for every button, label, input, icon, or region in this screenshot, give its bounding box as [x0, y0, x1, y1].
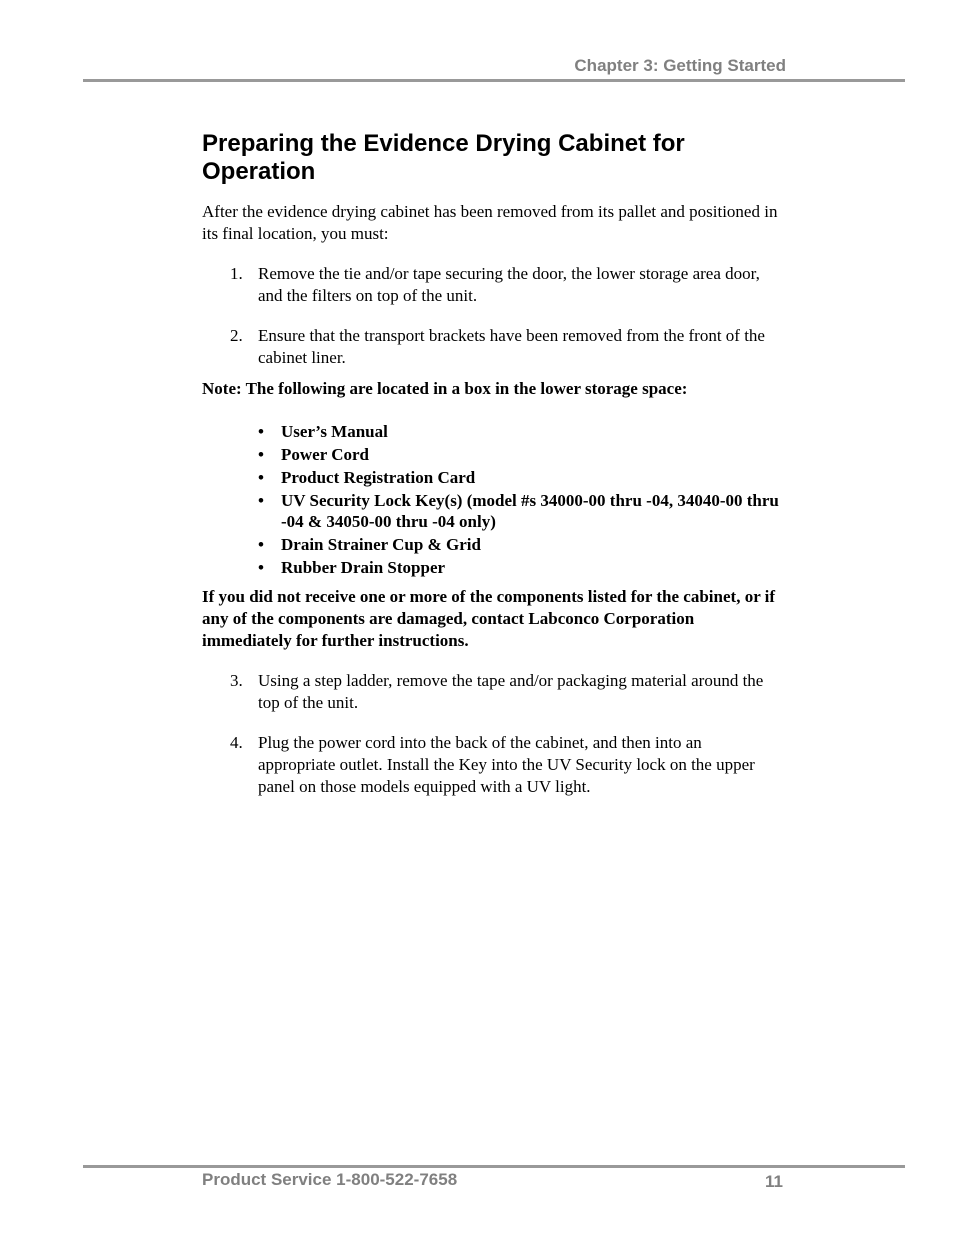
box-contents-list	[202, 421, 782, 578]
list-item-text: Power Cord	[281, 445, 369, 464]
page-number: 11	[765, 1172, 783, 1191]
list-item-text: Product Registration Card	[281, 468, 476, 487]
list-item	[202, 557, 782, 578]
list-item-text: UV Security Lock Key(s) (model #s 34000-00 thru -04, 34040-00 thru -04 & 34050-00 thru -04 only)	[281, 491, 779, 531]
steps-list-part-2	[202, 670, 782, 798]
step-item	[202, 670, 782, 714]
bullet-icon: •	[258, 422, 264, 441]
step-text: Ensure that the transport brackets have been removed from the front of the cabinet liner.	[258, 326, 765, 367]
bullet-icon: •	[258, 468, 264, 487]
bullet-icon: •	[258, 491, 264, 510]
list-item	[202, 534, 782, 555]
step-number: 1.	[230, 264, 243, 283]
step-item	[202, 325, 782, 369]
step-item	[202, 263, 782, 307]
list-item-text: Rubber Drain Stopper	[281, 558, 446, 577]
step-text: Plug the power cord into the back of the cabinet, and then into an appropriate outlet. Install the Key into the UV Security lock on the upper panel on those models equipped with a UV light.	[258, 733, 755, 796]
list-item-text: User’s Manual	[281, 422, 388, 441]
header-rule	[83, 79, 905, 82]
steps-list-part-1	[202, 263, 782, 369]
bullet-icon: •	[258, 558, 264, 577]
list-item-text: Drain Strainer Cup & Grid	[281, 535, 481, 554]
product-service-phone: Product Service 1-800-522-7658	[202, 1170, 458, 1189]
step-number: 2.	[230, 326, 243, 345]
bullet-icon: •	[258, 445, 264, 464]
chapter-title: Chapter 3: Getting Started	[574, 56, 786, 75]
step-item	[202, 732, 782, 798]
list-item	[202, 421, 782, 442]
bullet-icon: •	[258, 535, 264, 554]
note-text: Note: The following are located in a box in the lower storage space:	[202, 379, 688, 398]
list-item	[202, 444, 782, 465]
footer-rule	[83, 1165, 905, 1168]
missing-components-warning: If you did not receive one or more of the components listed for the cabinet, or if any of the components are damaged, contact Labconco Corporation immediately for further instructions.	[202, 587, 776, 650]
step-number: 4.	[230, 733, 243, 752]
page-content	[202, 130, 782, 798]
step-text: Remove the tie and/or tape securing the door, the lower storage area door, and the filters on top of the unit.	[258, 264, 760, 305]
intro-paragraph: After the evidence drying cabinet has been removed from its pallet and positioned in its final location, you must:	[202, 202, 778, 243]
section-title: Preparing the Evidence Drying Cabinet for Operation	[202, 130, 685, 185]
list-item	[202, 467, 782, 488]
step-text: Using a step ladder, remove the tape and/or packaging material around the top of the unit.	[258, 671, 764, 712]
step-number: 3.	[230, 671, 243, 690]
list-item	[202, 490, 782, 532]
